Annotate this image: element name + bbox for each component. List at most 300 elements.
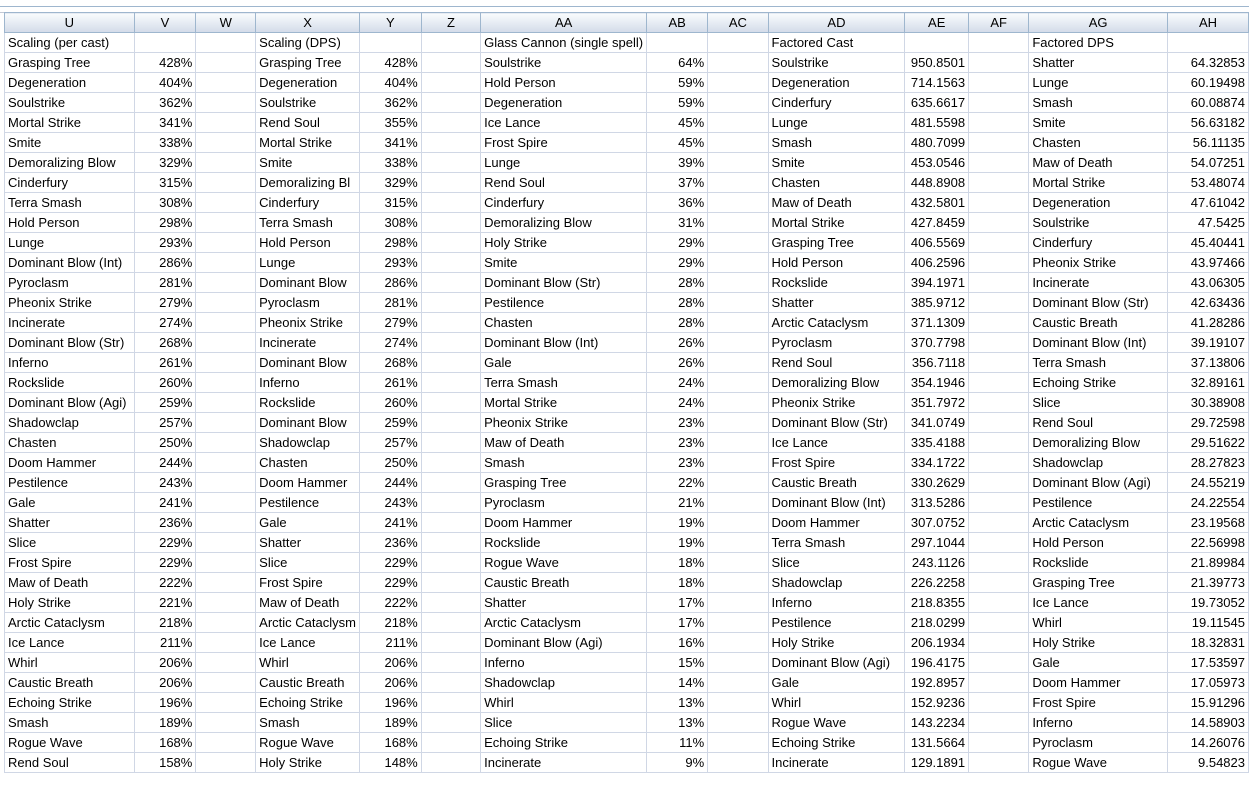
column-header-v[interactable]: V [134,13,196,33]
cell-ah[interactable]: 60.08874 [1167,93,1248,113]
cell-y[interactable]: 243% [359,493,421,513]
cell-w[interactable] [196,413,256,433]
cell-ac[interactable] [708,193,768,213]
cell-z[interactable] [421,553,480,573]
cell-ac[interactable] [708,213,768,233]
cell-w[interactable] [196,473,256,493]
cell-z[interactable] [421,653,480,673]
cell-ae[interactable]: 335.4188 [905,433,969,453]
cell-af[interactable] [969,613,1029,633]
cell-v[interactable]: 221% [134,593,196,613]
cell-af[interactable] [969,213,1029,233]
cell-v[interactable]: 250% [134,433,196,453]
cell-y[interactable]: 281% [359,293,421,313]
cell-ad[interactable]: Soulstrike [768,53,905,73]
cell-aa[interactable]: Dominant Blow (Str) [481,273,647,293]
cell-ag[interactable]: Rockslide [1029,553,1168,573]
cell-x[interactable]: Rockslide [256,393,360,413]
cell-ab[interactable]: 28% [647,273,708,293]
cell-af[interactable] [969,233,1029,253]
cell-w[interactable] [196,613,256,633]
cell-x[interactable]: Cinderfury [256,193,360,213]
cell-v[interactable]: 341% [134,113,196,133]
cell-w[interactable] [196,313,256,333]
cell-af[interactable] [969,273,1029,293]
cell-u[interactable]: Rogue Wave [5,733,135,753]
cell-y[interactable]: 206% [359,653,421,673]
cell-ac[interactable] [708,253,768,273]
cell-w[interactable] [196,553,256,573]
cell-af[interactable] [969,693,1029,713]
cell-ae[interactable]: 453.0546 [905,153,969,173]
cell-ad[interactable]: Pheonix Strike [768,393,905,413]
cell-x[interactable]: Whirl [256,653,360,673]
cell-z[interactable] [421,133,480,153]
cell-y[interactable]: 279% [359,313,421,333]
cell-ad[interactable]: Maw of Death [768,193,905,213]
cell-y[interactable]: 315% [359,193,421,213]
cell-aa[interactable]: Mortal Strike [481,393,647,413]
cell-ah[interactable]: 32.89161 [1167,373,1248,393]
cell-ab-title[interactable] [647,33,708,53]
cell-ad[interactable]: Smash [768,133,905,153]
cell-y[interactable]: 404% [359,73,421,93]
cell-v[interactable]: 428% [134,53,196,73]
cell-ab[interactable]: 45% [647,113,708,133]
cell-y[interactable]: 341% [359,133,421,153]
cell-z[interactable] [421,493,480,513]
cell-ac[interactable] [708,293,768,313]
cell-v[interactable]: 168% [134,733,196,753]
cell-w[interactable] [196,93,256,113]
cell-ah[interactable]: 39.19107 [1167,333,1248,353]
cell-ae[interactable]: 243.1126 [905,553,969,573]
cell-v[interactable]: 206% [134,673,196,693]
cell-ah[interactable]: 18.32831 [1167,633,1248,653]
cell-u[interactable]: Hold Person [5,213,135,233]
cell-ab[interactable]: 13% [647,713,708,733]
cell-ac[interactable] [708,353,768,373]
cell-ad[interactable]: Rockslide [768,273,905,293]
cell-z[interactable] [421,93,480,113]
cell-z[interactable] [421,293,480,313]
cell-y[interactable]: 268% [359,353,421,373]
cell-ag[interactable]: Frost Spire [1029,693,1168,713]
cell-ah[interactable]: 54.07251 [1167,153,1248,173]
cell-ac[interactable] [708,73,768,93]
cell-x[interactable]: Ice Lance [256,633,360,653]
cell-v[interactable]: 293% [134,233,196,253]
column-header-aa[interactable]: AA [481,13,647,33]
cell-ab[interactable]: 29% [647,253,708,273]
cell-z[interactable] [421,113,480,133]
cell-w[interactable] [196,713,256,733]
cell-ag[interactable]: Cinderfury [1029,233,1168,253]
cell-ad[interactable]: Pyroclasm [768,333,905,353]
cell-z[interactable] [421,253,480,273]
cell-ae[interactable]: 481.5598 [905,113,969,133]
cell-ag[interactable]: Smash [1029,93,1168,113]
cell-ag[interactable]: Ice Lance [1029,593,1168,613]
cell-u[interactable]: Dominant Blow (Str) [5,333,135,353]
cell-ac[interactable] [708,633,768,653]
cell-ae[interactable]: 218.0299 [905,613,969,633]
cell-af[interactable] [969,513,1029,533]
cell-af[interactable] [969,393,1029,413]
cell-x[interactable]: Slice [256,553,360,573]
cell-ab[interactable]: 28% [647,293,708,313]
cell-w[interactable] [196,733,256,753]
cell-ae[interactable]: 196.4175 [905,653,969,673]
cell-aa[interactable]: Slice [481,713,647,733]
cell-x[interactable]: Pestilence [256,493,360,513]
cell-ag[interactable]: Incinerate [1029,273,1168,293]
cell-z[interactable] [421,573,480,593]
cell-af-title[interactable] [969,33,1029,53]
cell-ab[interactable]: 28% [647,313,708,333]
cell-y[interactable]: 148% [359,753,421,773]
cell-ah[interactable]: 21.39773 [1167,573,1248,593]
cell-ah[interactable]: 17.05973 [1167,673,1248,693]
cell-ah[interactable]: 17.53597 [1167,653,1248,673]
cell-u[interactable]: Incinerate [5,313,135,333]
cell-x[interactable]: Frost Spire [256,573,360,593]
cell-v[interactable]: 158% [134,753,196,773]
cell-ac[interactable] [708,613,768,633]
cell-ad-title[interactable]: Factored Cast [768,33,905,53]
cell-v[interactable]: 261% [134,353,196,373]
cell-ab[interactable]: 18% [647,573,708,593]
cell-v[interactable]: 211% [134,633,196,653]
cell-ad[interactable]: Holy Strike [768,633,905,653]
cell-ae[interactable]: 371.1309 [905,313,969,333]
cell-x[interactable]: Dominant Blow [256,273,360,293]
cell-ag[interactable]: Holy Strike [1029,633,1168,653]
cell-ab[interactable]: 23% [647,413,708,433]
cell-ab[interactable]: 21% [647,493,708,513]
cell-ad[interactable]: Pestilence [768,613,905,633]
cell-x[interactable]: Incinerate [256,333,360,353]
cell-ag[interactable]: Slice [1029,393,1168,413]
cell-u[interactable]: Doom Hammer [5,453,135,473]
cell-ah[interactable]: 28.27823 [1167,453,1248,473]
cell-x-title[interactable]: Scaling (DPS) [256,33,360,53]
cell-x[interactable]: Dominant Blow [256,353,360,373]
cell-ae[interactable]: 152.9236 [905,693,969,713]
cell-w[interactable] [196,513,256,533]
cell-y[interactable]: 257% [359,433,421,453]
cell-z[interactable] [421,753,480,773]
cell-u[interactable]: Demoralizing Blow [5,153,135,173]
cell-aa[interactable]: Echoing Strike [481,733,647,753]
cell-aa[interactable]: Dominant Blow (Agi) [481,633,647,653]
cell-ag-title[interactable]: Factored DPS [1029,33,1168,53]
cell-ae-title[interactable] [905,33,969,53]
cell-u[interactable]: Inferno [5,353,135,373]
cell-aa[interactable]: Frost Spire [481,133,647,153]
cell-ac[interactable] [708,393,768,413]
cell-ad[interactable]: Gale [768,673,905,693]
cell-ah[interactable]: 43.06305 [1167,273,1248,293]
cell-ag[interactable]: Hold Person [1029,533,1168,553]
cell-aa[interactable]: Grasping Tree [481,473,647,493]
cell-ab[interactable]: 23% [647,453,708,473]
cell-ad[interactable]: Slice [768,553,905,573]
cell-af[interactable] [969,333,1029,353]
column-header-ae[interactable]: AE [905,13,969,33]
cell-w[interactable] [196,113,256,133]
cell-ac[interactable] [708,473,768,493]
cell-z[interactable] [421,433,480,453]
cell-af[interactable] [969,193,1029,213]
cell-ae[interactable]: 406.2596 [905,253,969,273]
cell-ag[interactable]: Doom Hammer [1029,673,1168,693]
cell-ad[interactable]: Degeneration [768,73,905,93]
cell-u[interactable]: Soulstrike [5,93,135,113]
cell-ah[interactable]: 19.73052 [1167,593,1248,613]
cell-ag[interactable]: Gale [1029,653,1168,673]
cell-z-title[interactable] [421,33,480,53]
cell-aa[interactable]: Rend Soul [481,173,647,193]
cell-y[interactable]: 298% [359,233,421,253]
cell-ae[interactable]: 330.2629 [905,473,969,493]
cell-ae[interactable]: 307.0752 [905,513,969,533]
cell-z[interactable] [421,373,480,393]
cell-u[interactable]: Ice Lance [5,633,135,653]
cell-ac[interactable] [708,653,768,673]
cell-aa[interactable]: Ice Lance [481,113,647,133]
cell-u[interactable]: Gale [5,493,135,513]
cell-aa[interactable]: Caustic Breath [481,573,647,593]
cell-x[interactable]: Maw of Death [256,593,360,613]
cell-ab[interactable]: 19% [647,533,708,553]
cell-x[interactable]: Pyroclasm [256,293,360,313]
cell-x[interactable]: Terra Smash [256,213,360,233]
cell-aa[interactable]: Pestilence [481,293,647,313]
cell-af[interactable] [969,173,1029,193]
cell-ae[interactable]: 385.9712 [905,293,969,313]
cell-v-title[interactable] [134,33,196,53]
cell-ah[interactable]: 47.61042 [1167,193,1248,213]
cell-y[interactable]: 229% [359,553,421,573]
cell-z[interactable] [421,233,480,253]
cell-ac[interactable] [708,173,768,193]
cell-u[interactable]: Rend Soul [5,753,135,773]
cell-w[interactable] [196,493,256,513]
cell-u[interactable]: Shatter [5,513,135,533]
cell-ag[interactable]: Smite [1029,113,1168,133]
cell-z[interactable] [421,173,480,193]
cell-u[interactable]: Dominant Blow (Int) [5,253,135,273]
cell-ac[interactable] [708,753,768,773]
cell-ae[interactable]: 341.0749 [905,413,969,433]
cell-v[interactable]: 260% [134,373,196,393]
cell-ad[interactable]: Echoing Strike [768,733,905,753]
cell-ad[interactable]: Rend Soul [768,353,905,373]
cell-y[interactable]: 261% [359,373,421,393]
cell-u[interactable]: Arctic Cataclysm [5,613,135,633]
cell-ab[interactable]: 24% [647,373,708,393]
cell-aa[interactable]: Lunge [481,153,647,173]
cell-ad[interactable]: Rogue Wave [768,713,905,733]
cell-ah[interactable]: 23.19568 [1167,513,1248,533]
cell-w[interactable] [196,133,256,153]
cell-ab[interactable]: 36% [647,193,708,213]
cell-ah[interactable]: 53.48074 [1167,173,1248,193]
cell-ad[interactable]: Frost Spire [768,453,905,473]
cell-ah[interactable]: 19.11545 [1167,613,1248,633]
cell-ab[interactable]: 9% [647,753,708,773]
cell-w[interactable] [196,593,256,613]
cell-v[interactable]: 241% [134,493,196,513]
column-header-ah[interactable]: AH [1167,13,1248,33]
cell-ae[interactable]: 356.7118 [905,353,969,373]
cell-ac[interactable] [708,373,768,393]
cell-z[interactable] [421,713,480,733]
cell-y[interactable]: 293% [359,253,421,273]
cell-ae[interactable]: 218.8355 [905,593,969,613]
cell-ab[interactable]: 45% [647,133,708,153]
cell-ag[interactable]: Inferno [1029,713,1168,733]
cell-y[interactable]: 222% [359,593,421,613]
cell-af[interactable] [969,153,1029,173]
cell-aa[interactable]: Arctic Cataclysm [481,613,647,633]
cell-af[interactable] [969,373,1029,393]
cell-v[interactable]: 338% [134,133,196,153]
cell-ad[interactable]: Incinerate [768,753,905,773]
cell-x[interactable]: Rogue Wave [256,733,360,753]
cell-w[interactable] [196,373,256,393]
cell-ah[interactable]: 37.13806 [1167,353,1248,373]
cell-ae[interactable]: 226.2258 [905,573,969,593]
cell-x[interactable]: Demoralizing Bl [256,173,360,193]
cell-z[interactable] [421,533,480,553]
cell-w[interactable] [196,153,256,173]
cell-y[interactable]: 211% [359,633,421,653]
cell-x[interactable]: Smite [256,153,360,173]
cell-ab[interactable]: 11% [647,733,708,753]
cell-z[interactable] [421,153,480,173]
cell-w[interactable] [196,533,256,553]
column-header-ab[interactable]: AB [647,13,708,33]
cell-x[interactable]: Shadowclap [256,433,360,453]
cell-y[interactable]: 218% [359,613,421,633]
cell-aa[interactable]: Inferno [481,653,647,673]
cell-ad[interactable]: Grasping Tree [768,233,905,253]
column-header-ad[interactable]: AD [768,13,905,33]
cell-ah[interactable]: 43.97466 [1167,253,1248,273]
cell-u[interactable]: Chasten [5,433,135,453]
cell-y[interactable]: 241% [359,513,421,533]
cell-x[interactable]: Inferno [256,373,360,393]
cell-ae[interactable]: 394.1971 [905,273,969,293]
cell-ab[interactable]: 26% [647,353,708,373]
cell-aa[interactable]: Cinderfury [481,193,647,213]
cell-ab[interactable]: 31% [647,213,708,233]
cell-u[interactable]: Caustic Breath [5,673,135,693]
cell-v[interactable]: 315% [134,173,196,193]
cell-af[interactable] [969,433,1029,453]
cell-z[interactable] [421,513,480,533]
cell-ah[interactable]: 22.56998 [1167,533,1248,553]
cell-aa[interactable]: Holy Strike [481,233,647,253]
cell-v[interactable]: 218% [134,613,196,633]
column-header-ag[interactable]: AG [1029,13,1168,33]
cell-ae[interactable]: 334.1722 [905,453,969,473]
cell-y[interactable]: 329% [359,173,421,193]
cell-ac[interactable] [708,453,768,473]
cell-aa[interactable]: Shatter [481,593,647,613]
cell-af[interactable] [969,413,1029,433]
cell-x[interactable]: Pheonix Strike [256,313,360,333]
cell-y[interactable]: 286% [359,273,421,293]
cell-aa[interactable]: Pyroclasm [481,493,647,513]
cell-z[interactable] [421,53,480,73]
cell-x[interactable]: Echoing Strike [256,693,360,713]
cell-ad[interactable]: Cinderfury [768,93,905,113]
cell-ac[interactable] [708,273,768,293]
cell-ac[interactable] [708,553,768,573]
cell-ad[interactable]: Shadowclap [768,573,905,593]
cell-u[interactable]: Cinderfury [5,173,135,193]
cell-v[interactable]: 308% [134,193,196,213]
cell-ae[interactable]: 131.5664 [905,733,969,753]
cell-ac[interactable] [708,593,768,613]
cell-y[interactable]: 355% [359,113,421,133]
cell-x[interactable]: Dominant Blow [256,413,360,433]
cell-ae[interactable]: 448.8908 [905,173,969,193]
cell-ag[interactable]: Pyroclasm [1029,733,1168,753]
cell-ag[interactable]: Dominant Blow (Agi) [1029,473,1168,493]
column-header-y[interactable]: Y [359,13,421,33]
cell-af[interactable] [969,713,1029,733]
cell-aa[interactable]: Rogue Wave [481,553,647,573]
cell-v[interactable]: 274% [134,313,196,333]
cell-ag[interactable]: Dominant Blow (Int) [1029,333,1168,353]
cell-u[interactable]: Degeneration [5,73,135,93]
cell-y[interactable]: 196% [359,693,421,713]
cell-v[interactable]: 222% [134,573,196,593]
cell-ah[interactable]: 29.51622 [1167,433,1248,453]
cell-w-title[interactable] [196,33,256,53]
cell-ae[interactable]: 192.8957 [905,673,969,693]
cell-w[interactable] [196,393,256,413]
cell-ad[interactable]: Lunge [768,113,905,133]
cell-ac[interactable] [708,53,768,73]
cell-af[interactable] [969,553,1029,573]
cell-v[interactable]: 286% [134,253,196,273]
cell-ah[interactable]: 30.38908 [1167,393,1248,413]
cell-ab[interactable]: 64% [647,53,708,73]
cell-ag[interactable]: Echoing Strike [1029,373,1168,393]
cell-z[interactable] [421,413,480,433]
cell-ad[interactable]: Chasten [768,173,905,193]
cell-ah[interactable]: 21.89984 [1167,553,1248,573]
cell-ac[interactable] [708,113,768,133]
cell-ag[interactable]: Dominant Blow (Str) [1029,293,1168,313]
cell-w[interactable] [196,693,256,713]
cell-u[interactable]: Holy Strike [5,593,135,613]
cell-ad[interactable]: Dominant Blow (Agi) [768,653,905,673]
column-header-ac[interactable]: AC [708,13,768,33]
cell-ag[interactable]: Pheonix Strike [1029,253,1168,273]
cell-ag[interactable]: Mortal Strike [1029,173,1168,193]
cell-x[interactable]: Rend Soul [256,113,360,133]
cell-z[interactable] [421,693,480,713]
cell-y[interactable]: 250% [359,453,421,473]
cell-ah[interactable]: 45.40441 [1167,233,1248,253]
cell-y[interactable]: 362% [359,93,421,113]
